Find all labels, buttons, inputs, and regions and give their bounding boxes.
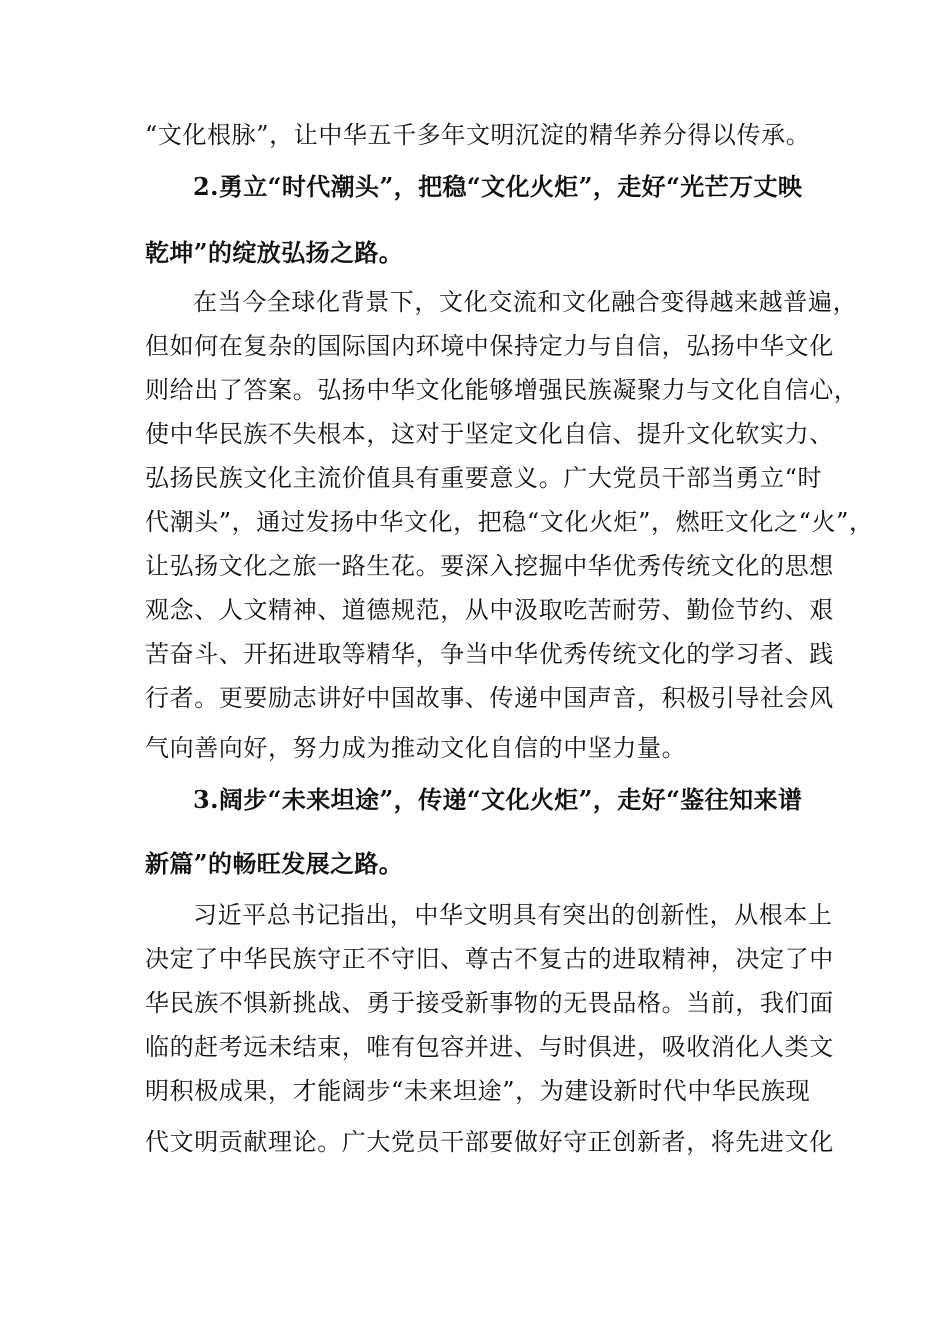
section-heading-line: 2.勇立“时代潮头”，把稳“文化火炬”，走好“光芒万丈映 bbox=[193, 172, 803, 201]
paragraph-line: 气向善向好，努力成为推动文化自信的中坚力量。 bbox=[145, 734, 687, 762]
section-heading-line: 3.阔步“未来坦途”，传递“文化火炬”，走好“鉴往知来谱 bbox=[193, 785, 803, 814]
section-heading-line: 乾坤”的绽放弘扬之路。 bbox=[145, 238, 404, 267]
paragraph-line: 决定了中华民族守正不守旧、尊古不复古的进取精神，决定了中 bbox=[145, 945, 834, 973]
section-heading-line: 新篇”的畅旺发展之路。 bbox=[145, 849, 404, 878]
paragraph-line: 让弘扬文化之旅一路生花。要深入挖掘中华优秀传统文化的思想 bbox=[145, 552, 834, 580]
paragraph-line: 观念、人文精神、道德规范，从中汲取吃苦耐劳、勤俭节约、艰 bbox=[145, 596, 834, 624]
paragraph-line: 使中华民族不失根本，这对于坚定文化自信、提升文化软实力、 bbox=[145, 420, 834, 448]
paragraph-line: 行者。更要励志讲好中国故事、传递中国声音，积极引导社会风 bbox=[145, 684, 834, 712]
paragraph-line: 苦奋斗、开拓进取等精华，争当中华优秀传统文化的学习者、践 bbox=[145, 640, 834, 668]
paragraph-line: 则给出了答案。弘扬中华文化能够增强民族凝聚力与文化自信心， bbox=[145, 376, 859, 404]
paragraph-line: 弘扬民族文化主流价值具有重要意义。广大党员干部当勇立“时 bbox=[145, 464, 823, 492]
paragraph-line: 临的赶考远未结束，唯有包容并进、与时俱进，吸收消化人类文 bbox=[145, 1033, 834, 1061]
paragraph-line: 华民族不惧新挑战、勇于接受新事物的无畏品格。当前，我们面 bbox=[145, 989, 834, 1017]
paragraph-line: “文化根脉”，让中华五千多年文明沉淀的精华养分得以传承。 bbox=[145, 121, 811, 149]
paragraph-line: 明积极成果，才能阔步“未来坦途”，为建设新时代中华民族现 bbox=[145, 1077, 811, 1105]
paragraph-line: 在当今全球化背景下，文化交流和文化融合变得越来越普遍， bbox=[193, 288, 858, 316]
paragraph-line: 但如何在复杂的国际国内环境中保持定力与自信，弘扬中华文化 bbox=[145, 332, 834, 360]
paragraph-line: 代潮头”，通过发扬中华文化，把稳“文化火炬”，燃旺文化之“火”， bbox=[145, 508, 874, 536]
paragraph-line: 代文明贡献理论。广大党员干部要做好守正创新者，将先进文化 bbox=[145, 1128, 834, 1156]
paragraph-line: 习近平总书记指出，中华文明具有突出的创新性，从根本上 bbox=[193, 901, 833, 929]
